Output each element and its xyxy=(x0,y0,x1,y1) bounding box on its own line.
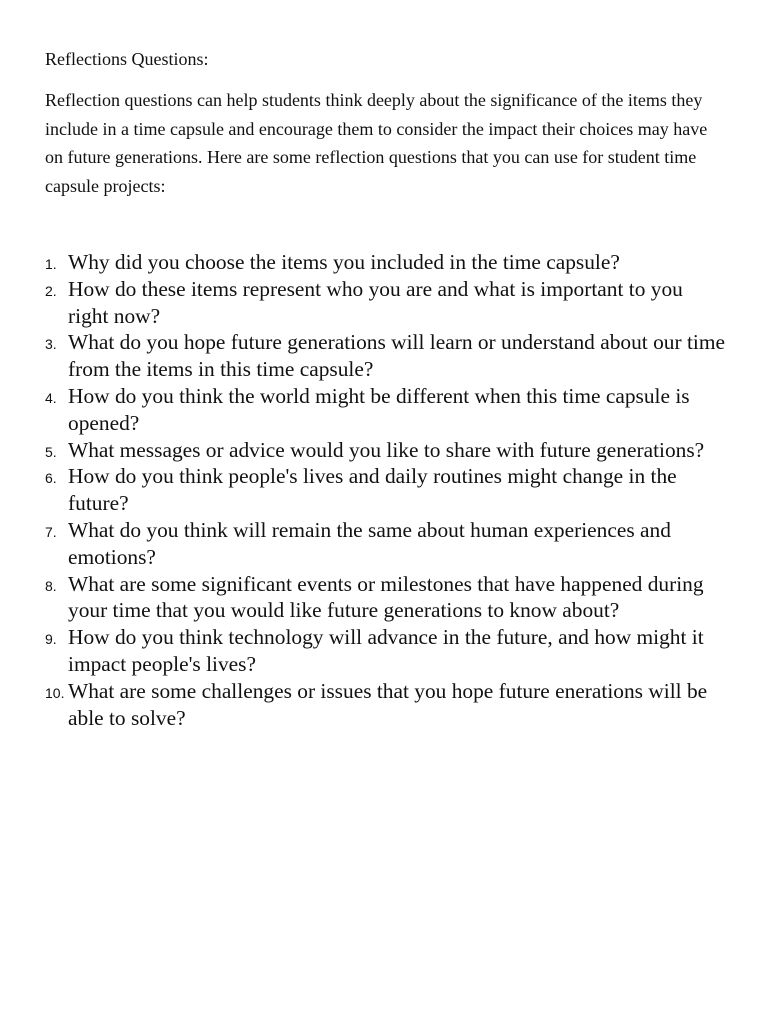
reflection-question-list xyxy=(0,249,768,731)
question-number: 1. xyxy=(45,256,57,272)
question-number: 5. xyxy=(45,443,57,460)
question-number: 8. xyxy=(45,577,57,594)
question-text: How do these items represent who you are and what is important to you right now? xyxy=(68,276,683,328)
question-number: 9. xyxy=(45,631,57,648)
question-text: How do you think the world might be different when this time capsule is opened? xyxy=(68,383,690,435)
question-number: 3. xyxy=(45,336,57,353)
question-number: 2. xyxy=(45,282,57,299)
question-number: 10. xyxy=(45,684,65,701)
question-text: How do you think people's lives and daily routines might change in the future? xyxy=(68,464,677,516)
question-item-3 xyxy=(0,329,728,383)
question-text: What are some challenges or issues that you hope future enerations will be able to solve? xyxy=(68,678,708,730)
question-text: What do you think will remain the same about human experiences and emotions? xyxy=(68,517,671,569)
question-item-2 xyxy=(0,276,728,330)
question-text: What messages or advice would you like to share with future generations? xyxy=(68,437,705,462)
question-text: What do you hope future generations will learn or understand about our time from the items in this time capsule? xyxy=(68,330,725,382)
question-item-4 xyxy=(0,383,728,437)
question-number: 6. xyxy=(45,470,57,487)
question-item-8 xyxy=(0,571,728,625)
question-item-10 xyxy=(0,678,728,732)
question-item-6 xyxy=(0,463,728,517)
question-text: What are some significant events or milestones that have happened during your time that you would like future generations to know about? xyxy=(68,571,704,623)
question-item-1 xyxy=(0,249,728,276)
question-text: How do you think technology will advance in the future, and how might it impact people's lives? xyxy=(68,625,704,676)
page-heading: Reflections Questions: xyxy=(45,49,209,69)
question-text: Why did you choose the items you included in the time capsule? xyxy=(68,250,620,274)
question-item-9 xyxy=(0,624,728,678)
question-item-7 xyxy=(0,517,728,571)
intro-paragraph: Reflection questions can help students think deeply about the significance of the items they include in a time capsule and encourage them to consider the impact their choices may have on future generations. Here are some reflection questions that you can use for student time capsule projects: xyxy=(45,90,708,197)
question-number: 4. xyxy=(45,389,57,406)
question-item-5 xyxy=(0,437,728,464)
question-number: 7. xyxy=(45,523,57,540)
